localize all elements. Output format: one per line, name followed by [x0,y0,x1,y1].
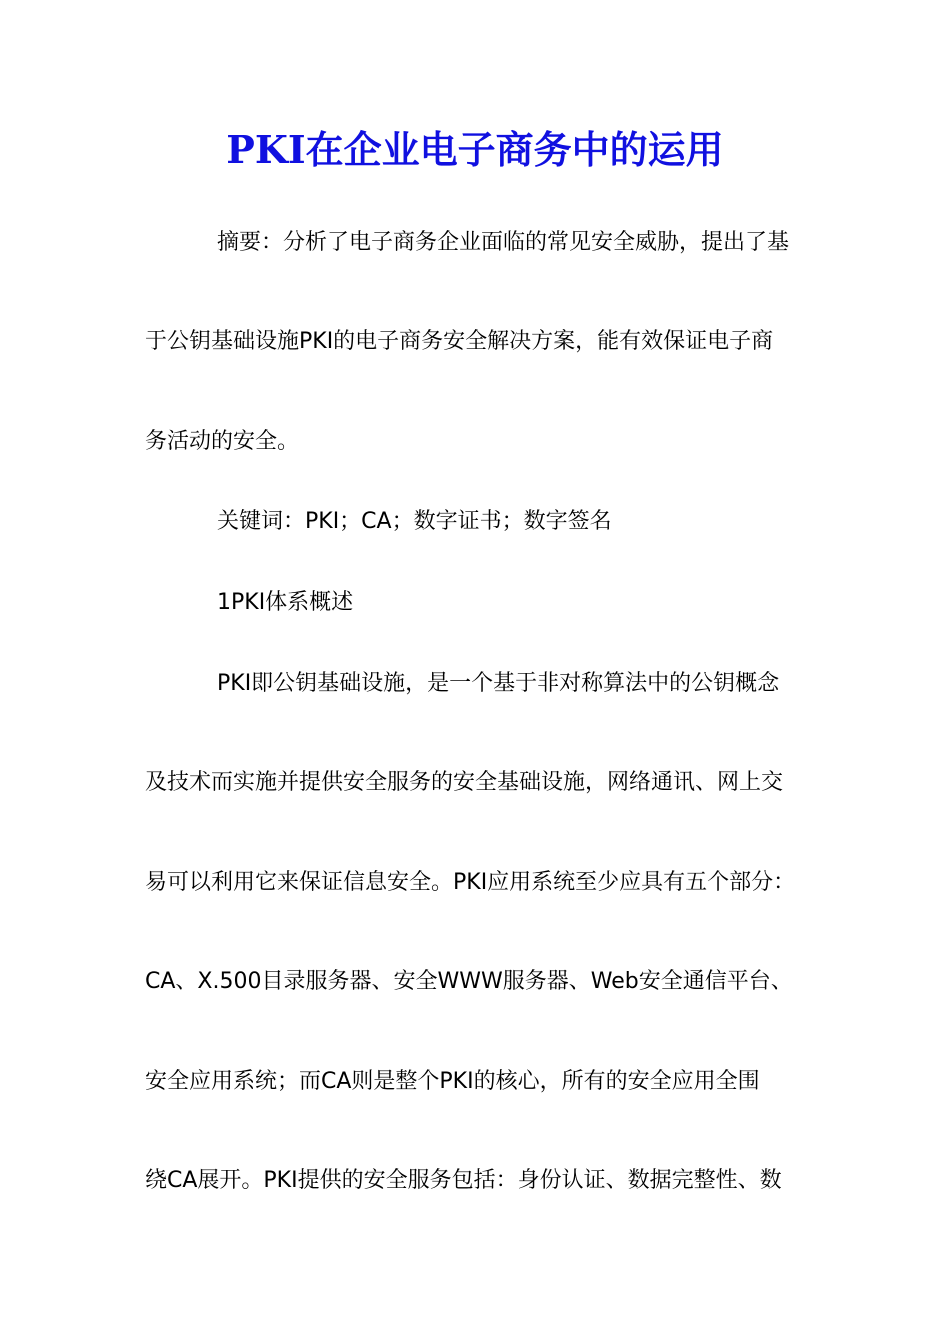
section-heading: 1PKI体系概述 [217,590,354,615]
abstract-line-3: 务活动的安全。 [145,429,300,454]
body-line-6: 绕CA展开。PKI提供的安全服务包括：身份认证、数据完整性、数 [145,1168,782,1193]
body-line-3: 易可以利用它来保证信息安全。PKI应用系统至少应具有五个部分： [145,870,796,895]
body-line-1: PKI即公钥基础设施，是一个基于非对称算法中的公钥概念 [217,671,780,696]
abstract-line-2: 于公钥基础设施PKI的电子商务安全解决方案，能有效保证电子商 [145,329,774,354]
body-line-5: 安全应用系统；而CA则是整个PKI的核心，所有的安全应用全围 [145,1069,760,1094]
body-line-2: 及技术而实施并提供安全服务的安全基础设施，网络通讯、网上交 [145,770,784,795]
abstract-line-1: 摘要：分析了电子商务企业面临的常见安全威胁，提出了基 [217,230,790,255]
document-title: PKI在企业电子商务中的运用 [226,127,724,172]
keywords-line: 关键词：PKI；CA；数字证书；数字签名 [217,509,612,534]
body-line-4: CA、X.500目录服务器、安全WWW服务器、Web安全通信平台、 [145,969,793,994]
